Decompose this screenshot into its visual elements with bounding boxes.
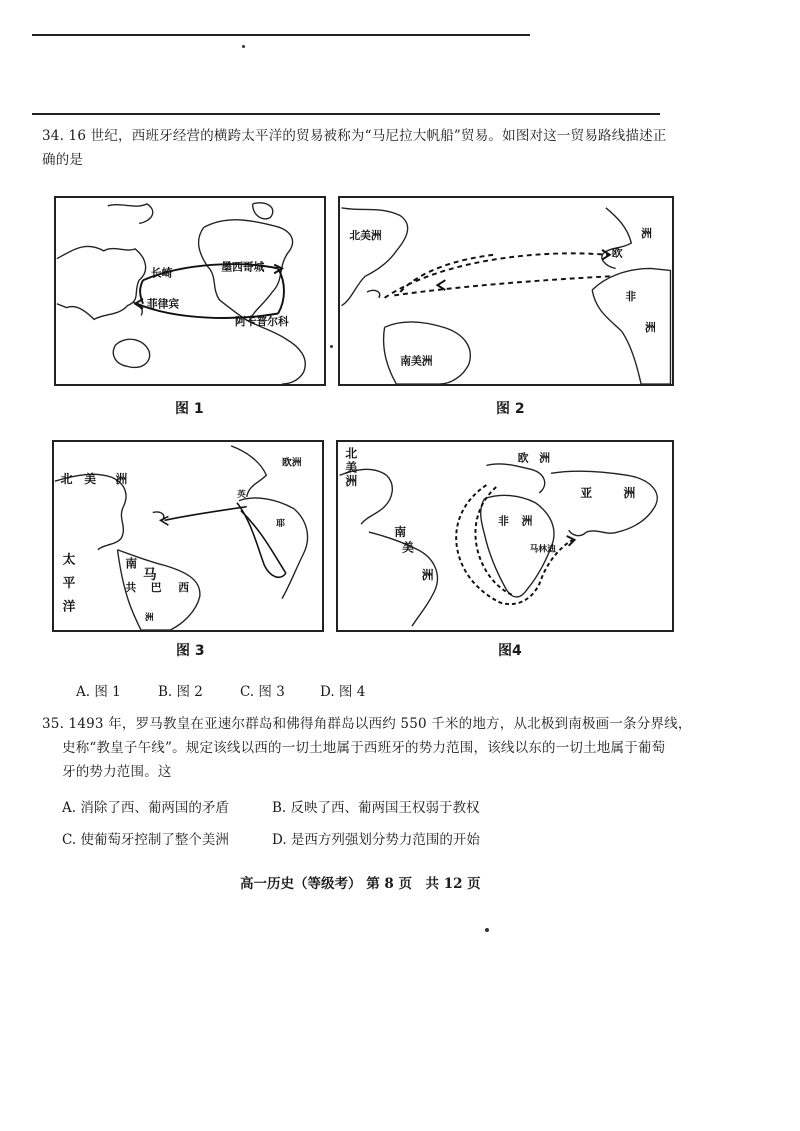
map-figure-2 — [338, 196, 674, 386]
map-4-label-south-2: 美 — [402, 540, 414, 555]
question-34-line-2: 确的是 — [42, 152, 84, 168]
route-3-arrow — [161, 516, 169, 525]
question-34-line-1: 34. 16 世纪，西班牙经营的横跨太平洋的贸易被称为“马尼拉大帆船”贸易。如图对这一贸易路线描述正 — [42, 128, 667, 144]
map-4-drawing — [338, 442, 672, 630]
question-35-line-2: 史称“教皇子午线”。规定该线以西的一切土地属于西班牙的势力范围，该线以东的一切土地属于葡萄 — [62, 740, 666, 756]
map-3-label-north-2: 美 — [84, 472, 96, 487]
arctic-coast-west — [108, 204, 153, 224]
header-rule — [32, 113, 660, 115]
australia-coast — [113, 339, 149, 367]
map-4-label-asia-2: 洲 — [623, 485, 636, 500]
route-2-lower — [390, 276, 609, 296]
map-4-caption: 图4 — [498, 643, 522, 659]
route-2-mid — [400, 255, 494, 292]
greenland-coast — [253, 203, 273, 219]
map-figure-1 — [54, 196, 326, 386]
scan-speck — [330, 345, 333, 348]
map-1-label-philippines: 菲律宾 — [146, 297, 180, 311]
map-4-label-africa-2: 洲 — [521, 514, 533, 528]
map-3-label-zhou: 洲 — [144, 613, 154, 624]
asia-coast — [551, 471, 657, 533]
map-3-label-ma: 马 — [142, 567, 157, 584]
map-3-label-pacific-1: 太 — [62, 551, 76, 567]
map-4-label-africa-1: 非 — [498, 514, 509, 528]
map-3-label-ying: 英 — [236, 489, 246, 500]
map-2-label-south-america: 南美洲 — [400, 354, 433, 368]
south-america-coast — [249, 321, 306, 384]
map-2-drawing — [340, 198, 672, 384]
scan-speck — [242, 45, 245, 48]
map-3-label-ba: 巴 — [150, 580, 162, 594]
map-4-label-europe-2: 洲 — [539, 451, 551, 465]
route-1-east-turn — [278, 268, 284, 313]
asia-coastline — [57, 246, 146, 319]
map-4-label-malindi: 马林迪 — [529, 544, 556, 555]
map-1-drawing — [56, 198, 324, 384]
map-figure-4 — [336, 440, 674, 632]
question-35-line-1: 35. 1493 年，罗马教皇在亚速尔群岛和佛得角群岛以西约 550 千米的地方，从北极到南极画一条分界线， — [42, 716, 692, 732]
map-3-label-north-1: 北 — [60, 472, 73, 487]
map-2-caption: 图 2 — [496, 401, 525, 417]
india-coast — [569, 530, 587, 536]
q34-option-d[interactable]: D. 图 4 — [320, 684, 366, 700]
south-america-coast — [384, 322, 471, 384]
route-2-upper — [385, 253, 608, 298]
map-2-label-europe-1: 欧 — [611, 246, 623, 260]
q34-option-c[interactable]: C. 图 3 — [240, 684, 285, 700]
q35-option-b[interactable]: B. 反映了西、葡两国王权弱于教权 — [272, 800, 480, 816]
q35-option-a[interactable]: A. 消除了西、葡两国的矛盾 — [62, 800, 229, 816]
map-3-label-ye: 耶 — [276, 519, 285, 530]
map-2-label-north-america: 北美洲 — [349, 229, 382, 243]
map-4-label-asia-1: 亚 — [580, 485, 593, 500]
map-4-label-north-1: 北 — [345, 446, 358, 461]
map-4-label-south-1: 南 — [394, 525, 407, 539]
map-3-label-south: 南 — [125, 556, 138, 571]
map-3-label-pacific-2: 平 — [62, 574, 76, 590]
page-footer: 高一历史（等级考） 第 8 页 共 12 页 — [240, 876, 481, 892]
route-3-west — [165, 507, 247, 521]
africa-coast — [239, 498, 308, 599]
q35-option-c[interactable]: C. 使葡萄牙控制了整个美洲 — [62, 832, 229, 848]
map-4-label-europe-1: 欧 — [517, 451, 529, 465]
map-3-label-north-3: 洲 — [115, 472, 128, 487]
top-rule — [32, 34, 530, 36]
map-1-caption: 图 1 — [175, 401, 204, 417]
scan-speck — [485, 928, 489, 932]
map-2-label-europe-2: 洲 — [641, 227, 652, 241]
q34-option-b[interactable]: B. 图 2 — [158, 684, 203, 700]
map-2-label-africa-2: 洲 — [645, 321, 656, 335]
map-1-label-acapulco: 阿卡普尔科 — [235, 315, 289, 329]
route-2-arrow-west — [437, 280, 445, 290]
map-figure-3 — [52, 440, 324, 632]
map-4-label-south-3: 洲 — [421, 568, 434, 583]
map-4-label-north-3: 洲 — [345, 474, 358, 489]
map-3-label-europe: 欧洲 — [282, 457, 302, 469]
map-3-label-xi: 西 — [178, 580, 189, 594]
question-35-line-3: 牙的势力范围。这 — [62, 764, 172, 780]
map-4-label-north-2: 美 — [345, 460, 358, 475]
africa-coast — [592, 268, 670, 384]
map-2-label-africa-1: 非 — [625, 289, 637, 303]
q35-option-d[interactable]: D. 是西方列强划分势力范围的开始 — [272, 832, 480, 848]
map-3-label-gong: 共 — [125, 580, 137, 594]
caribbean-island — [367, 290, 380, 297]
map-1-label-mexico-city: 墨西哥城 — [221, 260, 265, 274]
map-3-label-pacific-3: 洋 — [62, 598, 76, 614]
map-3-drawing — [54, 442, 322, 630]
map-3-caption: 图 3 — [176, 643, 205, 659]
map-1-label-nagasaki: 长崎 — [150, 266, 173, 280]
route-4-inner — [475, 487, 511, 595]
q34-option-a[interactable]: A. 图 1 — [76, 684, 121, 700]
